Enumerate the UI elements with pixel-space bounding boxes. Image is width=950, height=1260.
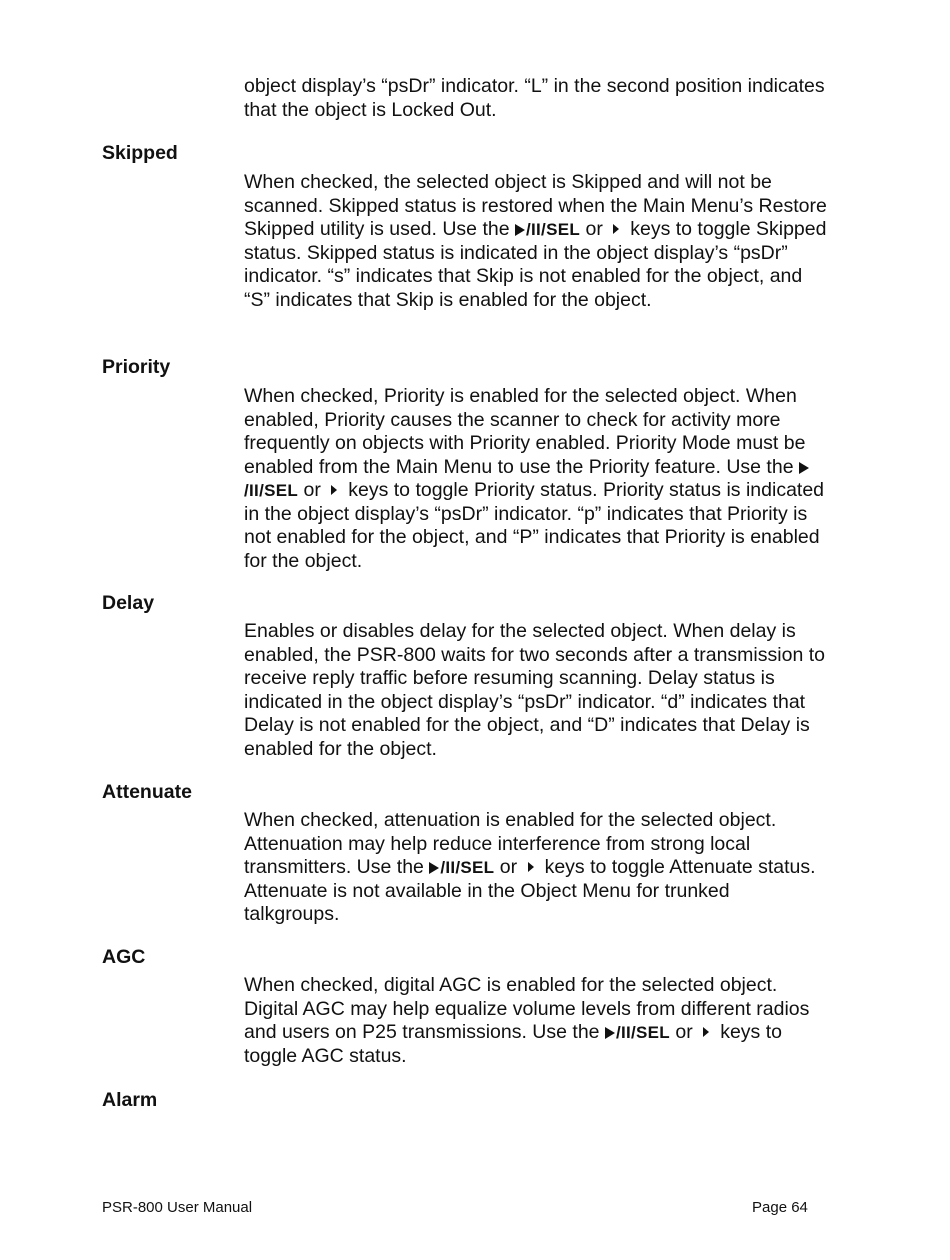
agc-text-1: When checked, digital AGC is enabled for the selected object. Digital AGC may help equalize volume levels from different radios and users on P25 transmissions. Use the <box>244 974 810 1043</box>
right-arrow-key-icon <box>331 485 337 495</box>
play-triangle-icon <box>799 462 809 474</box>
play-pause-select-key: /II/SEL <box>515 220 580 239</box>
attenuate-text-1: When checked, attenuation is enabled for the selected object. Attenuation may help reduce interference from strong local transmitters. Use the <box>244 809 777 878</box>
intro-paragraph: object display’s “psDr” indicator. “L” in the second position indicates that the object is Locked Out. <box>244 75 825 121</box>
right-arrow-key-icon <box>703 1027 709 1037</box>
skipped-heading: Skipped <box>102 142 178 164</box>
footer-manual-title: PSR-800 User Manual <box>102 1199 253 1216</box>
priority-paragraph: When checked, Priority is enabled for the selected object. When enabled, Priority causes the scanner to check for activity more frequently on objects with Priority enabled. Priority Mode must be enabled from the Main Menu to use the Priority feature. Use the /II/SEL or keys to toggle Priority status. Priority status is indicated in the object display’s “psDr” indicator. “p” indicates that Priority is not enabled for the object, and “P” indicates that Priority is enabled for the object. <box>244 385 825 572</box>
right-arrow-key-icon <box>613 224 619 234</box>
priority-heading: Priority <box>102 356 171 378</box>
delay-paragraph: Enables or disables delay for the selected object. When delay is enabled, the PSR-800 waits for two seconds after a transmission to receive reply traffic before resuming scanning. Delay status is indicated in the object display’s “psDr” indicator. “d” indicates that Delay is not enabled for the object, and “D” indicates that Delay is enabled for the object. <box>244 620 825 760</box>
agc-paragraph: When checked, digital AGC is enabled for the selected object. Digital AGC may help equalize volume levels from different radios and users on P25 transmissions. Use the /II/SEL or keys to toggle AGC status. <box>244 974 810 1067</box>
attenuate-paragraph: When checked, attenuation is enabled for the selected object. Attenuation may help reduce interference from strong local transmitters. Use the /II/SEL or keys to toggle Attenuate status. Attenuate is not available in the Object Menu for trunked talkgroups. <box>244 809 816 925</box>
priority-text-1: When checked, Priority is enabled for the selected object. When enabled, Priority causes the scanner to check for activity more frequently on objects with Priority enabled. Priority Mode must be enabled from the Main Menu to use the Priority feature. Use the <box>244 385 806 478</box>
delay-heading: Delay <box>102 592 155 614</box>
skipped-text-1: When checked, the selected object is Skipped and will not be scanned. Skipped status is restored when the Main Menu’s Restore Skipped utility is used. Use the <box>244 171 827 240</box>
play-pause-select-key: /II/SEL <box>605 1023 670 1042</box>
play-pause-select-key: /II/SEL <box>244 458 810 501</box>
play-triangle-icon <box>515 224 525 236</box>
alarm-heading: Alarm <box>102 1089 158 1111</box>
play-triangle-icon <box>605 1027 615 1039</box>
footer-page-number: Page 64 <box>752 1199 808 1216</box>
priority-text-2: keys to toggle Priority status. Priority status is indicated in the object display’s “psDr” indicator. “p” indicates that Priority is not enabled for the object, and “P” indicates that Priority is enabled for the object. <box>244 479 825 572</box>
agc-text-2: keys to toggle AGC status. <box>244 1021 782 1067</box>
attenuate-heading: Attenuate <box>102 781 192 803</box>
right-arrow-key-icon <box>528 862 534 872</box>
agc-heading: AGC <box>102 946 146 968</box>
skipped-text-2: keys to toggle Skipped status. Skipped status is indicated in the object display’s “psDr” indicator. “s” indicates that Skip is not enabled for the object, and “S” indicates that Skip is enabled for the object. <box>244 218 827 311</box>
attenuate-text-2: keys to toggle Attenuate status. Attenuate is not available in the Object Menu for trunked talkgroups. <box>244 856 816 925</box>
play-pause-select-key: /II/SEL <box>429 858 494 877</box>
skipped-paragraph: When checked, the selected object is Skipped and will not be scanned. Skipped status is restored when the Main Menu’s Restore Skipped utility is used. Use the /II/SEL or keys to toggle Skipped status. Skipped status is indicated in the object display’s “psDr” indicator. “s” indicates that Skip is not enabled for the object, and “S” indicates that Skip is enabled for the object. <box>244 171 827 311</box>
play-triangle-icon <box>429 862 439 874</box>
